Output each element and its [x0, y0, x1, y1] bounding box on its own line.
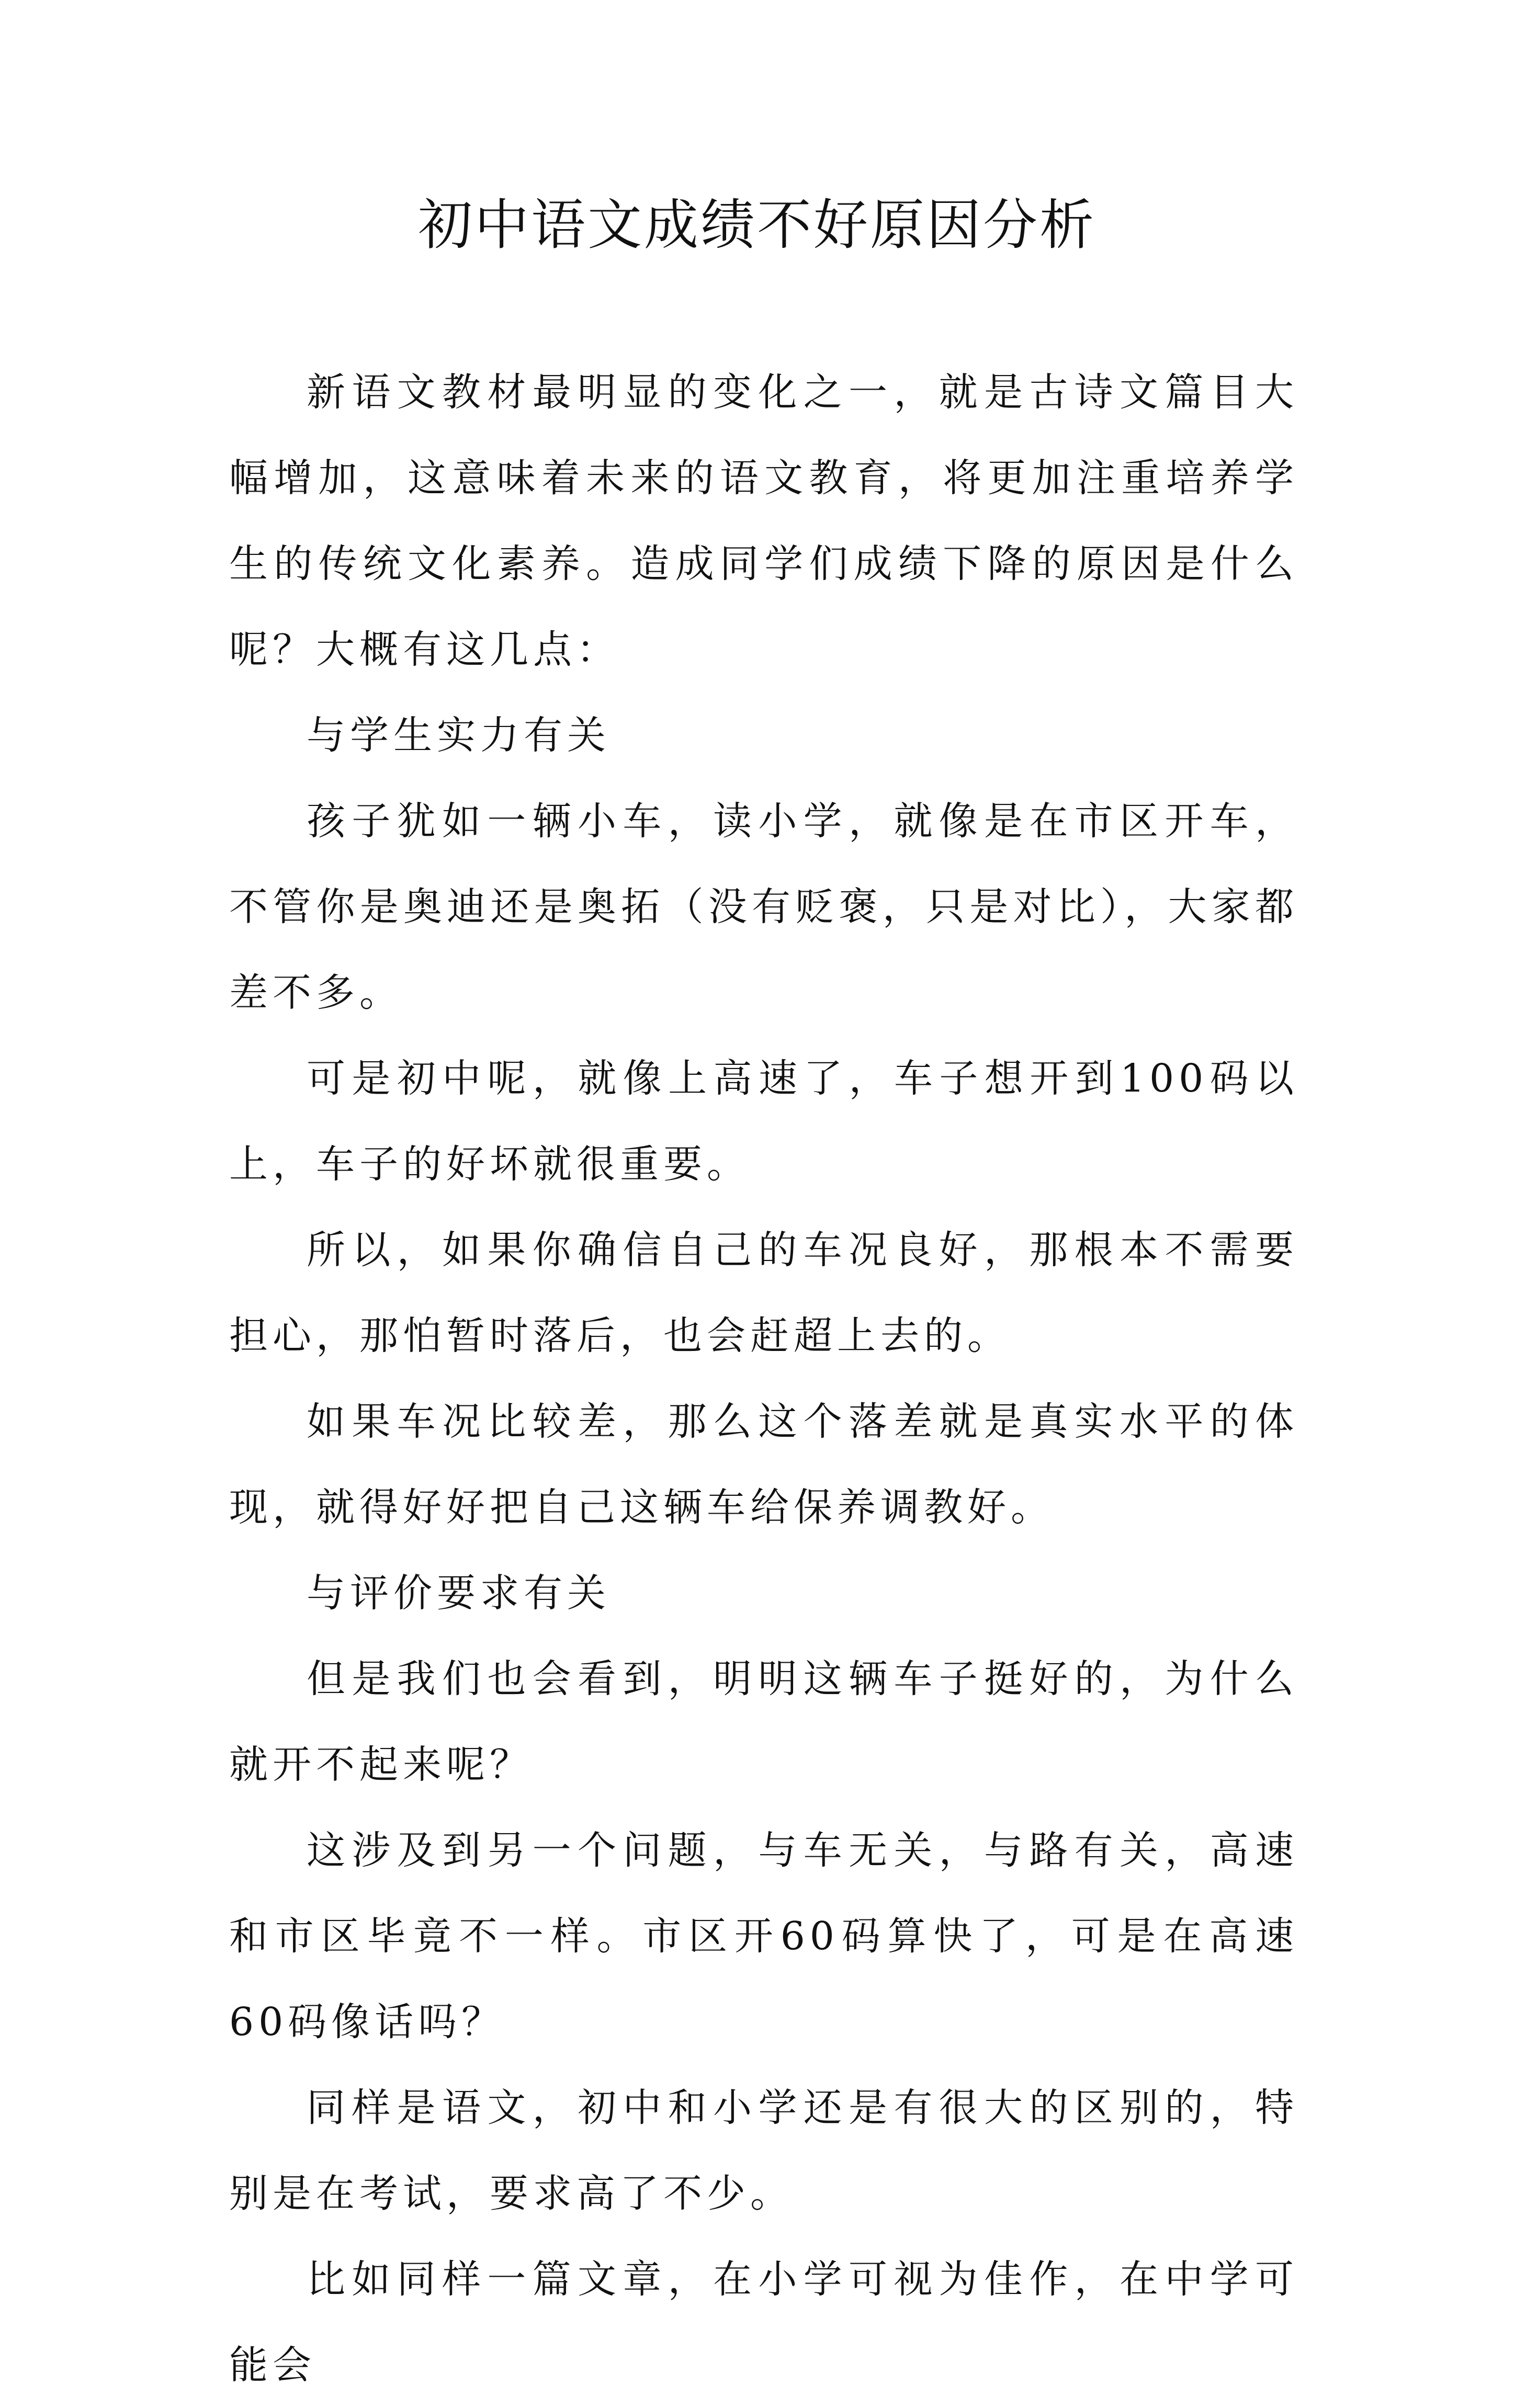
- section-heading-student-ability: 与学生实力有关: [307, 713, 611, 758]
- paragraph: 这涉及到另一个问题，与车无关，与路有关，高速和市区毕竟不一样。市区开60码算快了，可是在高速60码像话吗？: [229, 1828, 1298, 2044]
- document-body: [229, 349, 1298, 2408]
- paragraph-intro: 新语文教材最明显的变化之一，就是古诗文篇目大幅增加，这意味着未来的语文教育，将更加注重培养学生的传统文化素养。造成同学们成绩下降的原因是什么呢？大概有这几点：: [229, 370, 1298, 672]
- paragraph: 同样是语文，初中和小学还是有很大的区别的，特别是在考试，要求高了不少。: [229, 2085, 1298, 2216]
- paragraph: 但是我们也会看到，明明这辆车子挺好的，为什么就开不起来呢？: [229, 1656, 1298, 1787]
- paragraph: 孩子犹如一辆小车，读小学，就像是在市区开车，不管你是奥迪还是奥拓（没有贬褒，只是对比），大家都差不多。: [229, 799, 1298, 1015]
- paragraph: 如果车况比较差，那么这个落差就是真实水平的体现，就得好好把自己这辆车给保养调教好。: [229, 1399, 1298, 1530]
- document-title: 初中语文成绩不好原因分析: [417, 193, 1096, 257]
- paragraph: 可是初中呢，就像上高速了，车子想开到100码以上，车子的好坏就很重要。: [229, 1056, 1298, 1187]
- section-heading-evaluation: 与评价要求有关: [307, 1571, 611, 1616]
- paragraph: 所以，如果你确信自己的车况良好，那根本不需要担心，那怕暂时落后，也会赶超上去的。: [229, 1228, 1298, 1358]
- paragraph: 比如同样一篇文章，在小学可视为佳作，在中学可能会: [229, 2257, 1298, 2388]
